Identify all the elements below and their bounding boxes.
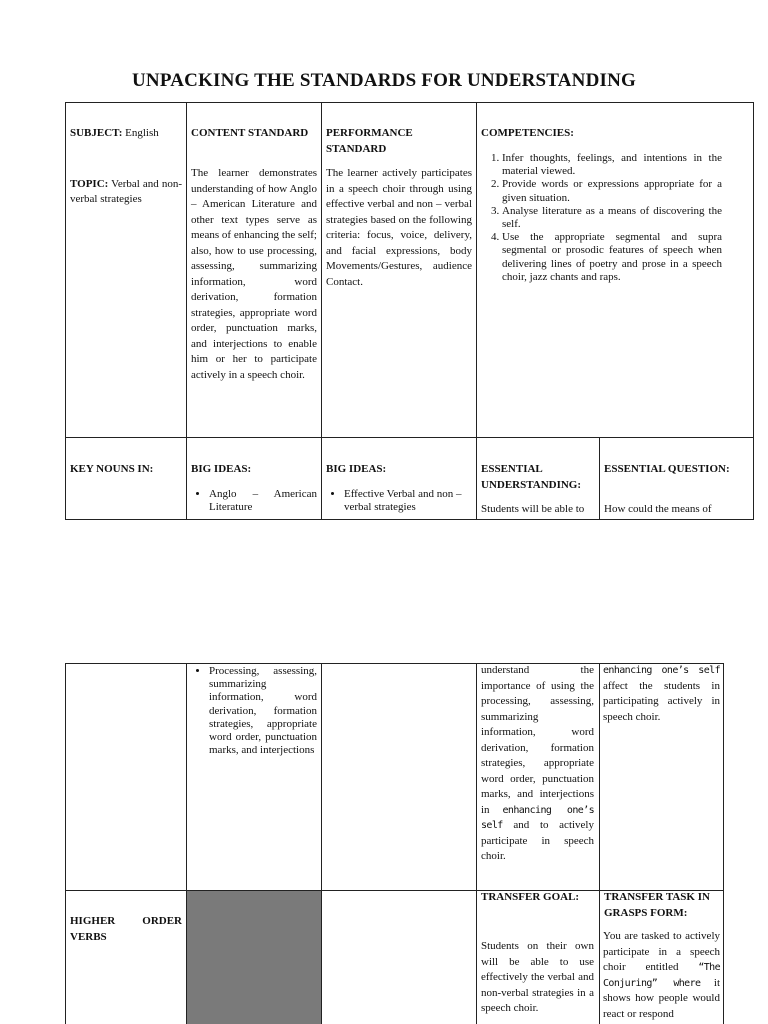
competency-item: 3. Analyse literature as a means of discovering the self. <box>502 205 722 231</box>
eu-text-mono: enhancing one’s self <box>481 804 594 831</box>
topic-cell <box>70 177 182 207</box>
table1-col-divider-4 <box>599 437 600 520</box>
big-idea-item: • Effective Verbal and non – verbal strategies <box>344 488 472 514</box>
essential-question-text: How could the means of <box>604 503 712 515</box>
big-idea-item: • Anglo – American Literature <box>209 488 317 514</box>
content-standard-text: The learner demonstrates understanding of how Anglo – American Literature and other text types serve as means of enhancing the self; also, how to use processing, assessing, summarizing information, word derivation, formation strategies, appropriate word order, punctuation marks, and interjections to enable him or her to participate actively in a speech choir. <box>191 167 317 381</box>
essential-question-continued <box>603 663 720 725</box>
eu-text-b: and to actively participate in speech choir. <box>481 819 594 862</box>
transfer-task-a: You are tasked to actively participate in a speech choir entitled <box>603 930 720 973</box>
table2-left-border <box>65 663 66 1024</box>
table1-bottom-border <box>65 519 754 520</box>
subject-cell <box>70 126 182 142</box>
table1-left-border <box>65 102 66 520</box>
eu-text-a: understand the importance of using the processing, assessing, summarizing information, word derivation, formation strategies, appropriate word order, punctuation marks, and interjections in <box>481 664 594 816</box>
table2-col-divider-4 <box>599 663 600 1024</box>
table1-row-divider <box>65 437 754 438</box>
page-title: UNPACKING THE STANDARDS FOR UNDERSTANDING <box>131 70 636 91</box>
subject-label: SUBJECT: <box>70 127 123 139</box>
table2-col-divider-2 <box>321 663 322 1024</box>
key-nouns-label: KEY NOUNS IN: <box>70 463 154 475</box>
table1-right-border <box>753 102 754 520</box>
essential-understanding-text: Students will be able to <box>481 503 585 515</box>
table1-col-divider-2 <box>321 102 322 520</box>
table1-top-border <box>65 102 754 103</box>
big-ideas-continued <box>191 665 317 757</box>
transfer-goal-text: Students on their own will be able to use effectively the verbal and non-verbal strategies in a speech choir. <box>481 940 594 1014</box>
eq-text-b: affect the students in participating actively in speech choir. <box>603 679 720 723</box>
performance-standard-heading: PERFORMANCE STANDARD <box>326 127 413 155</box>
big-ideas-list <box>191 488 317 514</box>
big-ideas-list-2 <box>326 488 472 514</box>
topic-label: TOPIC: <box>70 178 109 190</box>
transfer-goal-heading: TRANSFER GOAL: <box>481 891 580 903</box>
competencies-list <box>484 152 722 284</box>
table1-col-divider-1 <box>186 102 187 520</box>
transfer-task-b: it shows how people would react or respond <box>603 976 721 1020</box>
table2-right-border <box>723 663 724 1024</box>
big-ideas-heading: BIG IDEAS: <box>191 463 252 475</box>
content-standard-heading: CONTENT STANDARD <box>191 127 309 139</box>
topic-value: Verbal and non-verbal strategies <box>70 178 182 205</box>
competency-item: 4. Use the appropriate segmental and supra segmental or prosodic features of speech when delivering lines of poetry and prose in a speech choir, jazz chants and raps. <box>502 231 722 284</box>
subject-value: English <box>125 127 159 139</box>
transfer-task-text <box>603 929 720 1022</box>
transfer-task-heading: TRANSFER TASK IN GRASPS FORM: <box>604 891 710 919</box>
transfer-task-mono: “The Conjuring” where <box>603 962 720 989</box>
essential-question-heading: ESSENTIAL QUESTION: <box>604 463 730 475</box>
table2-col-divider-1 <box>186 663 187 1024</box>
big-idea-item: • Processing, assessing, summarizing information, word derivation, formation strategies, appropriate word order, punctuation marks, and interjections <box>209 665 317 757</box>
competency-item: 2. Provide words or expressions appropriate for a given situation. <box>502 178 722 204</box>
shaded-cell <box>187 891 321 1024</box>
big-ideas-heading-2: BIG IDEAS: <box>326 463 387 475</box>
table1-col-divider-3 <box>476 102 477 520</box>
competency-item: 1. Infer thoughts, feelings, and intentions in the material viewed. <box>502 152 722 178</box>
performance-standard-text: The learner actively participates in a speech choir through using effective verbal and non – verbal strategies based on the following criteria: focus, voice, delivery, and facial expressions, body Movements/Gestures, audience Contact. <box>326 167 472 288</box>
higher-order-verbs-label: HIGHER ORDER VERBS <box>70 915 182 943</box>
essential-understanding-continued <box>481 663 594 865</box>
essential-understanding-heading: ESSENTIAL UNDERSTANDING: <box>481 463 582 491</box>
competencies-heading: COMPETENCIES: <box>481 127 574 139</box>
table2-col-divider-3 <box>476 663 477 1024</box>
eq-text-mono: enhancing one’s self <box>603 665 720 676</box>
